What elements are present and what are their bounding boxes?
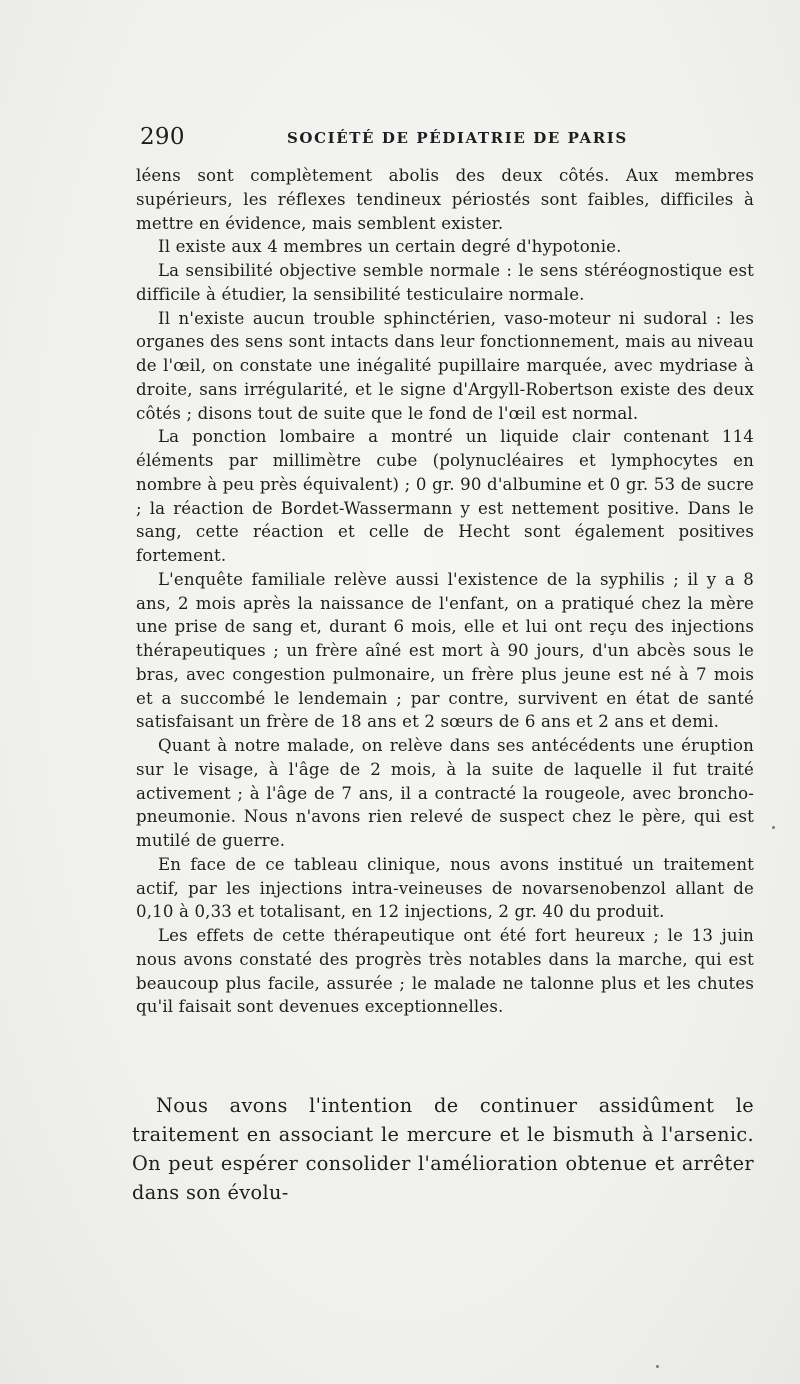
paragraph-sensibility: La sensibilité objective semble normale : le sens stéréognostique est difficile à étudier, la sensibilité testiculaire normale. <box>136 261 754 304</box>
paragraph-treatment: En face de ce tableau clinique, nous avons institué un traitement actif, par les injections intra-veineuses de novarsenobenzol allant de 0,10 à 0,33 et totalisant, en 12 injections, 2 gr. 40 du produit. <box>136 854 754 922</box>
page-number: 290 <box>140 124 185 150</box>
page-header <box>140 124 752 154</box>
running-title: SOCIÉTÉ DE PÉDIATRIE DE PARIS <box>287 129 628 147</box>
paragraph-family-inquiry: L'enquête familiale relève aussi l'existence de la syphilis ; il y a 8 ans, 2 mois après la naissance de l'enfant, on a pratiqué chez la mère une prise de sang et, durant 6 mois, elle et lui ont reçu des injections thérapeutiques ; un frère aîné est mort à 90 jours, d'un abcès sous le bras, avec congestion pulmonaire, un frère plus jeune est né à 7 mois et a succombé le lendemain ; par contre, survivent en état de santé satisfaisant un frère de 18 ans et 2 sœurs de 6 ans et 2 ans et demi. <box>136 569 754 732</box>
conclusion-text <box>132 1091 754 1207</box>
paragraph-lumbar-puncture: La ponction lombaire a montré un liquide clair contenant 114 éléments par millimètre cube (polynucléaires et lymphocytes en nombre à peu près équivalent) ; 0 gr. 90 d'albumine et 0 gr. 53 de sucre ; la réaction de Bordet-Wassermann y est nettement positive. Dans le sang, cette réaction et celle de Hecht sont également positives fortement. <box>136 427 754 565</box>
paragraph-sphincter-eye: Il n'existe aucun trouble sphinctérien, vaso-moteur ni sudoral : les organes des sens sont intacts dans leur fonctionnement, mais au niveau de l'œil, on constate une inégalité pupillaire marquée, avec mydriase à droite, sans irrégularité, et le signe d'Argyll-Robertson existe des deux côtés ; disons tout de suite que le fond de l'œil est normal. <box>136 308 754 423</box>
paragraph-history: Quant à notre malade, on relève dans ses antécédents une éruption sur le visage, à l'âge de 2 mois, à la suite de laquelle il fut traité activement ; à l'âge de 7 ans, il a contracté la rougeole, avec broncho-pneumonie. Nous n'avons rien relevé de suspect chez le père, qui est mutilé de guerre. <box>136 736 754 850</box>
paragraph-reflexes: léens sont complètement abolis des deux côtés. Aux membres supérieurs, les réflexes tendineux périostés sont faibles, difficiles à mettre en évidence, mais semblent exister. <box>136 166 754 233</box>
paper-speck <box>656 1365 659 1368</box>
body-text <box>136 164 754 1019</box>
paragraph-hypotonia: Il existe aux 4 membres un certain degré d'hypotonie. <box>158 237 622 257</box>
paragraph-conclusion: Nous avons l'intention de continuer assidûment le traitement en associant le mercure et le bismuth à l'arsenic. On peut espérer consolider l'amélioration obtenue et arrêter dans son évolu- <box>132 1094 754 1204</box>
paper-speck <box>772 826 775 829</box>
paragraph-effects: Les effets de cette thérapeutique ont été fort heureux ; le 13 juin nous avons constaté des progrès très notables dans la marche, qui est beaucoup plus facile, assurée ; le malade ne talonne plus et les chutes qu'il faisait sont devenues exceptionnelles. <box>136 926 754 1017</box>
